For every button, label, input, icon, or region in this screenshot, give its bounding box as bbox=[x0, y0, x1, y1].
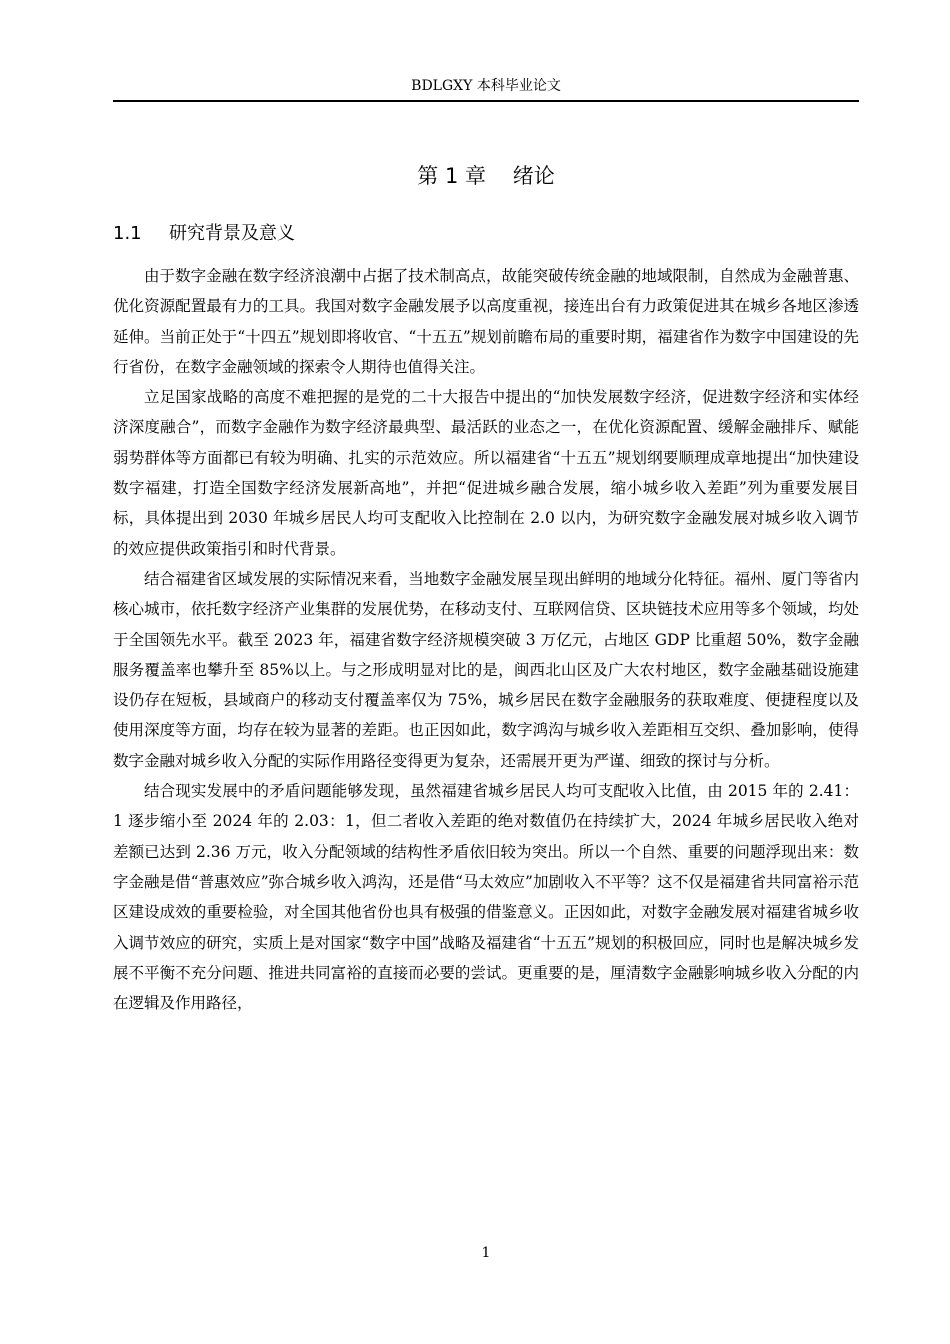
paragraph-2: 立足国家战略的高度不难把握的是党的二十大报告中提出的“加快发展数字经济，促进数字经济和实体经济深度融合”，而数字金融作为数字经济最典型、最活跃的业态之一，在优化资源配置、缓解金融排斥、赋能弱势群体等方面都已有较为明确、扎实的示范效应。所以福建省“十五五”规划纲要顺理成章地提出“加快建设数字福建，打造全国数字经济发展新高地”，并把“促进城乡融合发展，缩小城乡收入差距”列为重要发展目标，具体提出到 2030 年城乡居民人均可支配收入比控制在 2.0 以内，为研究数字金融发展对城乡收入调节的效应提供政策指引和时代背景。 bbox=[113, 388, 859, 558]
paragraph-1: 由于数字金融在数字经济浪潮中占据了技术制高点，故能突破传统金融的地域限制，自然成为金融普惠、优化资源配置最有力的工具。我国对数字金融发展予以高度重视，接连出台有力政策促进其在城乡各地区渗透延伸。当前正处于“十四五”规划即将收官、“十五五”规划前瞻布局的重要时期，福建省作为数字中国建设的先行省份，在数字金融领域的探索令人期待也值得关注。 bbox=[113, 267, 859, 376]
section-number: 1.1 bbox=[113, 223, 142, 244]
section-heading bbox=[113, 219, 859, 249]
paragraph-4: 结合现实发展中的矛盾问题能够发现，虽然福建省城乡居民人均可支配收入比值，由 2015 年的 2.41：1 逐步缩小至 2024 年的 2.03：1，但二者收入差距的绝对数值仍在持续扩大，2024 年城乡居民收入绝对差额已达到 2.36 万元，收入分配领域的结构性矛盾依旧较为突出。所以一个自然、重要的问题浮现出来：数字金融是借“普惠效应”弥合城乡收入鸿沟，还是借“马太效应”加剧收入不平等？这不仅是福建省共同富裕示范区建设成效的重要检验，对全国其他省份也具有极强的借鉴意义。正因如此，对数字金融发展对福建省城乡收入调节效应的研究，实质上是对国家“数字中国”战略及福建省“十五五”规划的积极回应，同时也是解决城乡发展不平衡不充分问题、推进共同富裕的直接而必要的尝试。更重要的是，厘清数字金融影响城乡收入分配的内在逻辑及作用路径， bbox=[113, 782, 859, 1013]
section-title: 研究背景及意义 bbox=[169, 223, 295, 244]
paragraph-3: 结合福建省区域发展的实际情况来看，当地数字金融发展呈现出鲜明的地域分化特征。福州、厦门等省内核心城市，依托数字经济产业集群的发展优势，在移动支付、互联网信贷、区块链技术应用等多个领域，均处于全国领先水平。截至 2023 年，福建省数字经济规模突破 3 万亿元，占地区 GDP 比重超 50%，数字金融服务覆盖率也攀升至 85%以上。与之形成明显对比的是，闽西北山区及广大农村地区，数字金融基础设施建设仍存在短板，县域商户的移动支付覆盖率仅为 75%，城乡居民在数字金融服务的获取难度、便捷程度以及使用深度等方面，均存在较为显著的差距。也正因如此，数字鸿沟与城乡收入差距相互交织、叠加影响，使得数字金融对城乡收入分配的实际作用路径变得更为复杂，还需展开更为严谨、细致的探讨与分析。 bbox=[113, 569, 859, 770]
body-text bbox=[113, 261, 859, 1018]
chapter-title: 第 1 章 绪论 bbox=[417, 164, 555, 189]
page-number: 1 bbox=[481, 1245, 491, 1261]
running-header: BDLGXY 本科毕业论文 bbox=[411, 78, 561, 94]
header-rule bbox=[113, 100, 859, 102]
